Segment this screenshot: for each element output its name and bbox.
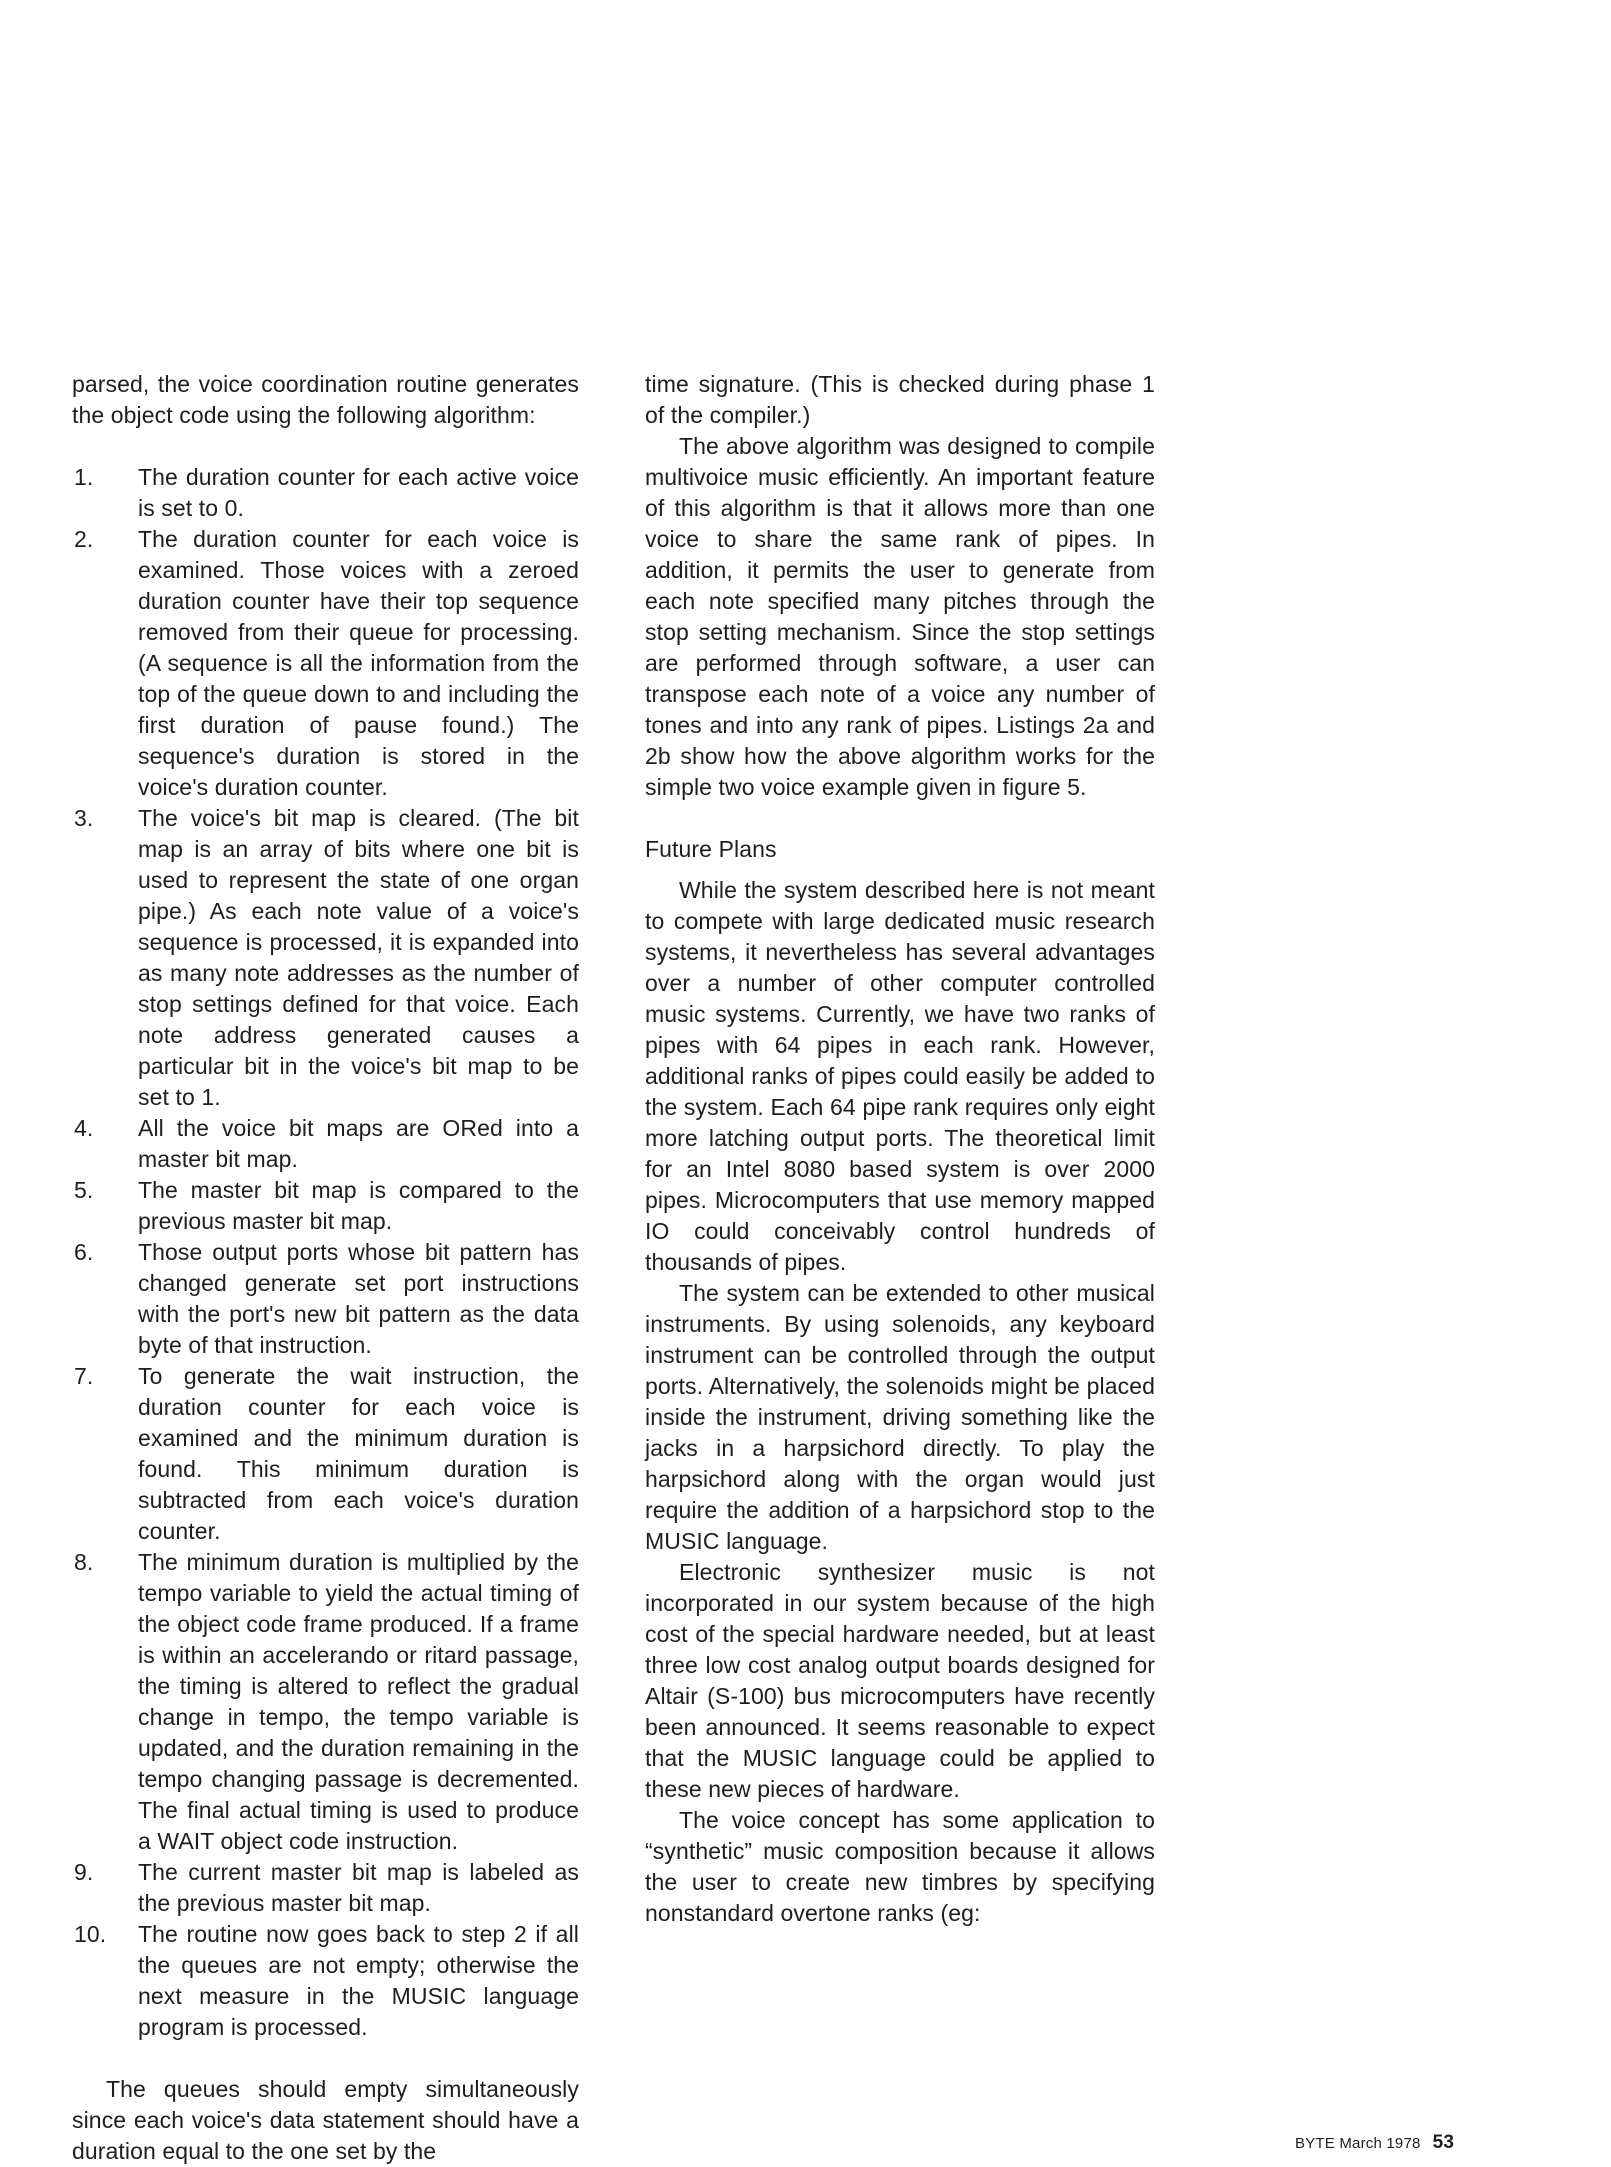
left-column: [72, 369, 579, 2167]
list-item: [72, 1919, 579, 2043]
list-item: [72, 1175, 579, 1237]
intro-paragraph: parsed, the voice coordination routine generates the object code using the following algorithm:: [72, 371, 579, 428]
continuation-paragraph: time signature. (This is checked during phase 1 of the compiler.): [645, 371, 1155, 428]
right-column: [645, 369, 1155, 1929]
page-footer: [1295, 2133, 1454, 2154]
paragraph: The voice concept has some application to “synthetic” music composition because it allows the user to create new timbres by specifying nonstandard overtone ranks (eg:: [645, 1807, 1155, 1926]
step-number: 1.: [74, 464, 94, 490]
section-heading: Future Plans: [645, 836, 777, 862]
step-number: 10.: [74, 1921, 107, 1947]
step-text: To generate the wait instruction, the duration counter for each voice is examined and the minimum duration is found. This minimum duration is subtracted from each voice's duration counter.: [138, 1363, 579, 1544]
list-item: [72, 803, 579, 1113]
step-text: The master bit map is compared to the previous master bit map.: [138, 1177, 579, 1234]
step-text: The routine now goes back to step 2 if all the queues are not empty; otherwise the next measure in the MUSIC language program is processed.: [138, 1921, 579, 2040]
publication-name: BYTE March 1978: [1295, 2135, 1421, 2152]
step-text: The minimum duration is multiplied by the tempo variable to yield the actual timing of the object code frame produced. If a frame is within an accelerando or ritard passage, the timing is altered to reflect the gradual change in tempo, the tempo variable is updated, and the duration remaining in the tempo changing passage is decremented. The final actual timing is used to produce a WAIT object code instruction.: [138, 1549, 579, 1854]
list-item: [72, 1857, 579, 1919]
step-number: 2.: [74, 526, 94, 552]
step-number: 6.: [74, 1239, 94, 1265]
step-text: Those output ports whose bit pattern has changed generate set port instructions with the port's new bit pattern as the data byte of that instruction.: [138, 1239, 579, 1358]
step-number: 8.: [74, 1549, 94, 1575]
list-item: [72, 1361, 579, 1547]
paragraph: While the system described here is not meant to compete with large dedicated music research systems, it nevertheless has several advantages over a number of other computer controlled music systems. Currently, we have two ranks of pipes with 64 pipes in each rank. However, additional ranks of pipes could easily be added to the system. Each 64 pipe rank requires only eight more latching output ports. The theoretical limit for an Intel 8080 based system is over 2000 pipes. Microcomputers that use memory mapped IO could conceivably control hundreds of thousands of pipes.: [645, 877, 1155, 1275]
step-number: 7.: [74, 1363, 94, 1389]
step-text: The duration counter for each voice is examined. Those voices with a zeroed duration counter have their top sequence removed from their queue for processing. (A sequence is all the information from the top of the queue down to and including the first duration of pause found.) The sequence's duration is stored in the voice's duration counter.: [138, 526, 579, 800]
list-item: [72, 1113, 579, 1175]
step-number: 5.: [74, 1177, 94, 1203]
list-item: [72, 462, 579, 524]
step-number: 3.: [74, 805, 94, 831]
list-item: [72, 524, 579, 803]
step-number: 4.: [74, 1115, 94, 1141]
step-text: All the voice bit maps are ORed into a master bit map.: [138, 1115, 579, 1172]
list-item: [72, 1547, 579, 1857]
step-number: 9.: [74, 1859, 94, 1885]
list-item: [72, 1237, 579, 1361]
step-text: The duration counter for each active voice is set to 0.: [138, 464, 579, 521]
step-text: The current master bit map is labeled as the previous master bit map.: [138, 1859, 579, 1916]
closing-paragraph: The queues should empty simultaneously since each voice's data statement should have a duration equal to the one set by the: [72, 2076, 579, 2164]
paragraph: Electronic synthesizer music is not incorporated in our system because of the high cost of the special hardware needed, but at least three low cost analog output boards designed for Altair (S-100) bus microcomputers have recently been announced. It seems reasonable to expect that the MUSIC language could be applied to these new pieces of hardware.: [645, 1559, 1155, 1802]
step-text: The voice's bit map is cleared. (The bit map is an array of bits where one bit is used to represent the state of one organ pipe.) As each note value of a voice's sequence is processed, it is expanded into as many note addresses as the number of stop settings defined for that voice. Each note address generated causes a particular bit in the voice's bit map to be set to 1.: [138, 805, 579, 1110]
paragraph: The above algorithm was designed to compile multivoice music efficiently. An important feature of this algorithm is that it allows more than one voice to share the same rank of pipes. In addition, it permits the user to generate from each note specified many pitches through the stop setting mechanism. Since the stop settings are performed through software, a user can transpose each note of a voice any number of tones and into any rank of pipes. Listings 2a and 2b show how the above algorithm works for the simple two voice example given in figure 5.: [645, 433, 1155, 800]
paragraph: The system can be extended to other musical instruments. By using solenoids, any keyboard instrument can be controlled through the output ports. Alternatively, the solenoids might be placed inside the instrument, driving something like the jacks in a harpsichord directly. To play the harpsichord along with the organ would just require the addition of a harpsichord stop to the MUSIC language.: [645, 1280, 1155, 1554]
page-number: 53: [1432, 2132, 1455, 2153]
